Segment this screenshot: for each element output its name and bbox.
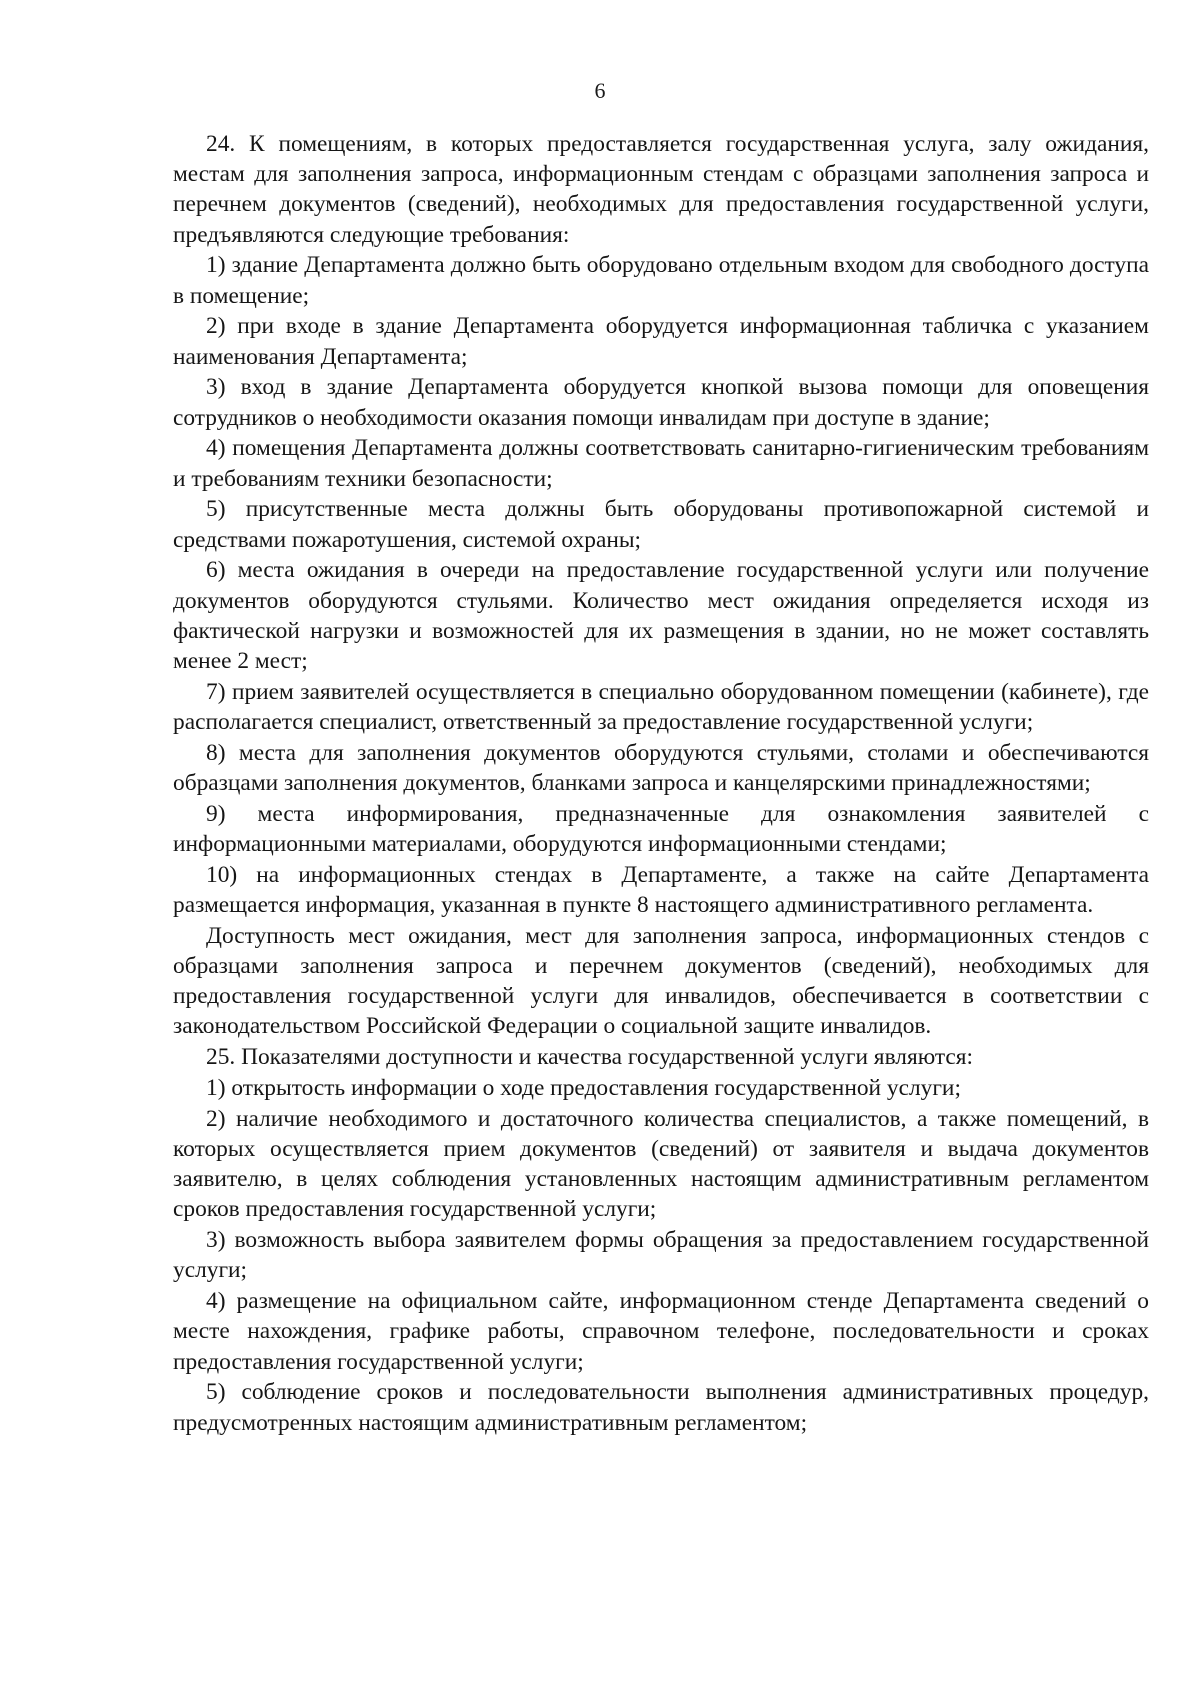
paragraph-24-intro: 24. К помещениям, в которых предоставляется государственная услуга, залу ожидания, местам для заполнения запроса, информационным стендам с образцами заполнения запроса и перечнем документов (сведений), необходимых для предоставления государственной услуги, предъявляются следующие требования:	[173, 131, 1149, 248]
paragraph-25-item-1: 1) открытость информации о ходе предоставления государственной услуги;	[206, 1075, 961, 1102]
document-body	[173, 129, 1149, 1438]
paragraph-25-item-2: 2) наличие необходимого и достаточного количества специалистов, а также помещений, в которых осуществляется прием документов (сведений) от заявителя и выдача документов заявителю, в целях соблюдения установленных настоящим административным регламентом сроков предоставления государственной услуги;	[173, 1105, 1149, 1223]
paragraph-24-item-1: 1) здание Департамента должно быть оборудовано отдельным входом для свободного доступа в помещение;	[173, 252, 1149, 309]
paragraph-accessibility: Доступность мест ожидания, мест для заполнения запроса, информационных стендов с образцами заполнения запроса и перечнем документов (сведений), необходимых для предоставления государственной услуги для инвалидов, обеспечивается в соответствии с законодательством Российской Федерации о социальной защите инвалидов.	[173, 922, 1149, 1040]
page-number: 6	[594, 78, 606, 103]
paragraph-25-intro: 25. Показателями доступности и качества государственной услуги являются:	[206, 1044, 974, 1071]
paragraph-24-item-6: 6) места ожидания в очереди на предоставление государственной услуги или получение документов оборудуются стульями. Количество мест ожидания определяется исходя из фактической нагрузки и возможностей для их размещения в здании, но не может составлять менее 2 мест;	[173, 557, 1149, 675]
paragraph-24-item-4: 4) помещения Департамента должны соответствовать санитарно-гигиеническим требованиям и требованиям техники безопасности;	[173, 435, 1149, 492]
paragraph-24-item-5: 5) присутственные места должны быть оборудованы противопожарной системой и средствами пожаротушения, системой охраны;	[173, 496, 1149, 553]
paragraph-24-item-8: 8) места для заполнения документов оборудуются стульями, столами и обеспечиваются образцами заполнения документов, бланками запроса и канцелярскими принадлежностями;	[173, 739, 1149, 797]
paragraph-24-item-3: 3) вход в здание Департамента оборудуется кнопкой вызова помощи для оповещения сотрудников о необходимости оказания помощи инвалидам при доступе в здание;	[173, 374, 1149, 431]
paragraph-25-item-3: 3) возможность выбора заявителем формы обращения за предоставлением государственной услуги;	[173, 1227, 1149, 1284]
paragraph-24-item-7: 7) прием заявителей осуществляется в специально оборудованном помещении (кабинете), где располагается специалист, ответственный за предоставление государственной услуги;	[173, 678, 1149, 736]
paragraph-25-item-5: 5) соблюдение сроков и последовательности выполнения административных процедур, предусмотренных настоящим административным регламентом;	[173, 1379, 1149, 1436]
paragraph-25-item-4: 4) размещение на официальном сайте, информационном стенде Департамента сведений о месте нахождения, графике работы, справочном телефоне, последовательности и сроках предоставления государственной услуги;	[173, 1288, 1149, 1375]
paragraph-24-item-2: 2) при входе в здание Департамента оборудуется информационная табличка с указанием наименования Департамента;	[173, 313, 1149, 370]
paragraph-24-item-10: 10) на информационных стендах в Департаменте, а также на сайте Департамента размещается информация, указанная в пункте 8 настоящего административного регламента.	[173, 861, 1149, 919]
paragraph-24-item-9: 9) места информирования, предназначенные для ознакомления заявителей с информационными материалами, оборудуются информационными стендами;	[173, 800, 1149, 858]
